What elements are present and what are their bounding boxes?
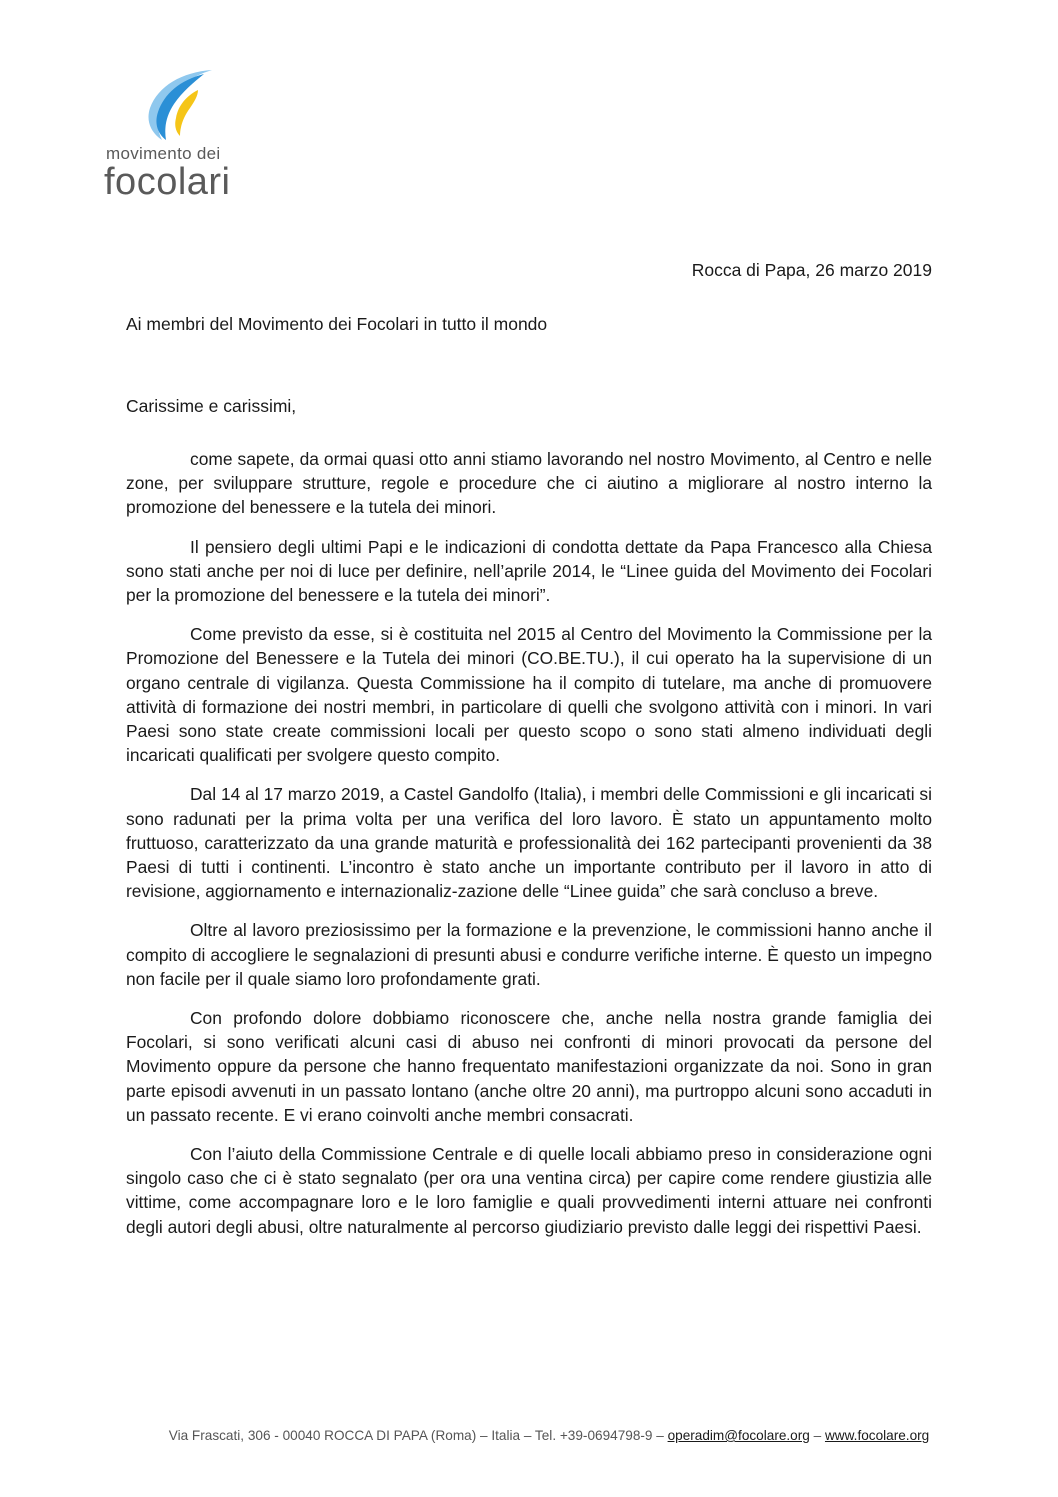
focolari-logo xyxy=(104,68,264,208)
logo-text-line1: movimento dei xyxy=(106,144,221,163)
paragraph: Come previsto da esse, si è costituita nel 2015 al Centro del Movimento la Commissione per la Promozione del Benessere e la Tutela dei minori (CO.BE.TU.), il cui operato ha la supervisione di un organo centrale di vigilanza. Questa Commissione ha il compito di tutelare, ma anche di promuovere attività di formazione dei nostri membri, in particolare di quelli che svolgono attività con i minori. In vari Paesi sono state create commissioni locali per questo scopo o sono stati almeno individuati degli incaricati qualificati per svolgere questo compito. xyxy=(126,624,932,766)
footer-email-link[interactable]: operadim@focolare.org xyxy=(667,1428,810,1443)
letter-salutation: Carissime e carissimi, xyxy=(126,396,297,416)
footer-address: Via Frascati, 306 - 00040 ROCCA DI PAPA (Roma) – Italia – Tel. +39-0694798-9 – xyxy=(168,1428,668,1443)
logo-text-line2: focolari xyxy=(104,161,231,203)
paragraph: Oltre al lavoro preziosissimo per la formazione e la prevenzione, le commissioni hanno anche il compito di accogliere le segnalazioni di presunti abusi e condurre verifiche interne. È questo un impegno non facile per il quale siamo loro profondamente grati. xyxy=(126,920,932,989)
paragraph: Con profondo dolore dobbiamo riconoscere che, anche nella nostra grande famiglia dei Focolari, si sono verificati alcuni casi di abuso nei confronti di minori provocati da persone del Movimento oppure da persone che hanno frequentato manifestazioni organizzate da noi. Sono in gran parte episodi avvenuti in un passato lontano (anche oltre 20 anni), ma purtroppo alcuni sono accaduti in un passato recente. E vi erano coinvolti anche membri consacrati. xyxy=(126,1008,932,1125)
paragraph: Dal 14 al 17 marzo 2019, a Castel Gandolfo (Italia), i membri delle Commissioni e gli incaricati si sono radunati per la prima volta per una verifica del loro lavoro. È stato un appuntamento molto fruttuoso, caratterizzato da una grande maturità e professionalità dei 162 partecipanti provenienti da 38 Paesi di tutti i continenti. L’incontro è stato anche un importante contributo per il lavoro in atto di revisione, aggiornamento e internazionaliz-zazione delle “Linee guida” che sarà concluso a breve. xyxy=(126,784,932,902)
footer-separator: – xyxy=(809,1428,825,1443)
paragraph: come sapete, da ormai quasi otto anni stiamo lavorando nel nostro Movimento, al Centro e nelle zone, per sviluppare strutture, regole e procedure che ci aiutino a migliorare al nostro interno la promozione del benessere e la tutela dei minori. xyxy=(126,449,932,518)
focolari-swirl-icon xyxy=(134,68,214,143)
letter-addressee: Ai membri del Movimento dei Focolari in tutto il mondo xyxy=(126,314,548,334)
letter-body xyxy=(126,447,932,1254)
footer-website-link[interactable]: www.focolare.org xyxy=(824,1428,930,1443)
paragraph: Il pensiero degli ultimi Papi e le indicazioni di condotta dettate da Papa Francesco alla Chiesa sono stati anche per noi di luce per definire, nell’aprile 2014, le “Linee guida del Movimento dei Focolari per la promozione del benessere e la tutela dei minori”. xyxy=(126,536,932,606)
letter-date: Rocca di Papa, 26 marzo 2019 xyxy=(691,260,932,280)
paragraph: Con l’aiuto della Commissione Centrale e di quelle locali abbiamo preso in considerazione ogni singolo caso che ci è stato segnalato (per ora una ventina circa) per capire come rendere giustizia alle vittime, come accompagnare loro e le loro famiglie e quali provvedimenti interni attuare nei confronti degli autori degli abusi, oltre naturalmente al percorso giudiziario previsto dalle leggi dei rispettivi Paesi. xyxy=(126,1144,932,1237)
letterhead-footer xyxy=(0,1428,1058,1443)
